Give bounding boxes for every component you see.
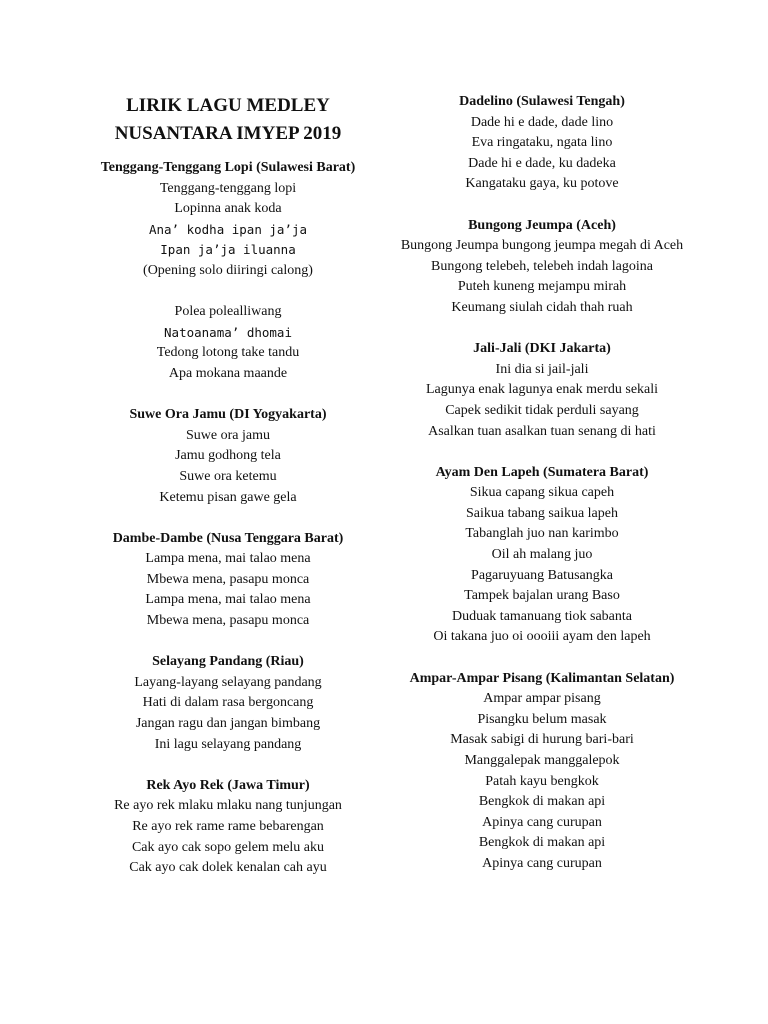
song-section [96, 529, 360, 632]
lyric-line: Ipan ja’ja iluanna [160, 242, 296, 258]
lyric-line: Tenggang-tenggang lopi [159, 180, 297, 196]
lyric-line: Re ayo rek rame rame bebarengan [132, 819, 324, 834]
lyric-line: Polea polealliwang [174, 304, 282, 320]
song-section [400, 339, 684, 442]
lyric-line: Ini lagu selayang pandang [154, 736, 302, 752]
song-section [400, 463, 684, 648]
lyric-line: Sikua capang sikua capeh [469, 485, 615, 501]
lyric-line: Tabanglah juo nan karimbo [465, 526, 619, 542]
lyric-line: Ana’ kodha ipan ja’ja [148, 221, 308, 237]
lyric-line: Kangataku gaya, ku potove [465, 176, 619, 192]
document-title [96, 92, 360, 148]
lyric-line: Manggalepak manggalepok [464, 753, 620, 768]
lyric-line: Masak sabigi di hurung bari-bari [450, 732, 634, 748]
title-line-2: NUSANTARA IMYEP 2019 [114, 123, 342, 144]
lyric-line: Mbewa mena, pasapu monca [146, 571, 310, 587]
lyric-line: Dade hi e dade, ku dadeka [468, 155, 616, 171]
song-title: Rek Ayo Rek (Jawa Timur) [146, 777, 310, 793]
song-title: Ayam Den Lapeh (Sumatera Barat) [435, 464, 649, 480]
lyric-line: Bungong telebeh, telebeh indah lagoina [431, 258, 653, 274]
lyric-line: Puteh kuneng mejampu mirah [457, 279, 627, 295]
lyric-line: Asalkan tuan asalkan tuan senang di hati [428, 423, 656, 439]
lyric-line: Saikua tabang saikua lapeh [465, 505, 618, 521]
stanza-gap [96, 282, 360, 303]
lyric-line: Dade hi e dade, dade lino [470, 114, 614, 130]
lyric-line: Capek sedikit tidak perduli sayang [445, 402, 639, 418]
lyric-line: Jamu godhong tela [175, 448, 281, 464]
lyric-line: Natoanama’ dhomai [164, 324, 292, 340]
lyric-line: Ini dia si jail-jali [495, 361, 589, 377]
lyric-line: (Opening solo diiringi calong) [143, 262, 313, 278]
song-section [96, 652, 360, 755]
lyric-line: Ampar ampar pisang [483, 691, 601, 707]
song-section [400, 669, 684, 875]
song-section [96, 405, 360, 508]
lyric-line: Pisangku belum masak [477, 711, 607, 727]
lyric-line: Lopinna anak koda [174, 201, 282, 217]
lyric-line: Bungong Jeumpa bungong jeumpa megah di Aceh [400, 238, 684, 254]
song-title: Selayang Pandang (Riau) [152, 654, 304, 670]
lyric-line: Ketemu pisan gawe gela [159, 489, 297, 505]
lyric-line: Oil ah malang juo [491, 547, 593, 563]
title-line-1: LIRIK LAGU MEDLEY [126, 95, 330, 116]
lyric-line: Keumang siulah cidah thah ruah [451, 299, 633, 315]
right-column [400, 92, 684, 895]
lyric-line: Apinya cang curupan [482, 855, 602, 871]
song-section [400, 216, 684, 319]
song-title: Tenggang-Tenggang Lopi (Sulawesi Barat) [100, 160, 356, 175]
lyric-line: Patah kayu bengkok [485, 773, 599, 789]
lyric-line: Suwe ora ketemu [179, 468, 277, 484]
lyric-line: Bengkok di makan api [478, 794, 606, 810]
lyric-line: Cak ayo cak dolek kenalan cah ayu [129, 860, 327, 876]
lyric-line: Lampa mena, mai talao mena [145, 551, 311, 567]
song-title: Ampar-Ampar Pisang (Kalimantan Selatan) [409, 670, 675, 686]
lyric-line: Bengkok di makan api [478, 835, 606, 851]
lyric-line: Hati di dalam rasa bergoncang [142, 695, 314, 711]
song-section [400, 92, 684, 195]
song-title: Suwe Ora Jamu (DI Yogyakarta) [129, 407, 327, 423]
lyric-line: Layang-layang selayang pandang [134, 674, 322, 690]
lyric-line: Duduak tamanuang tiok sabanta [451, 608, 632, 624]
lyric-line: Cak ayo cak sopo gelem melu aku [131, 839, 325, 855]
song-section [96, 776, 360, 879]
song-section [96, 158, 360, 385]
lyric-line: Apa mokana maande [168, 365, 288, 381]
lyric-line: Pagaruyuang Batusangka [471, 567, 613, 583]
lyric-line: Apinya cang curupan [482, 814, 602, 830]
song-title: Dambe-Dambe (Nusa Tenggara Barat) [112, 530, 344, 546]
lyric-line: Lagunya enak lagunya enak merdu sekali [425, 382, 659, 398]
lyric-line: Suwe ora jamu [186, 427, 270, 443]
song-title: Dadelino (Sulawesi Tengah) [459, 94, 625, 109]
lyric-line: Tedong lotong take tandu [156, 345, 300, 361]
song-title: Bungong Jeumpa (Aceh) [468, 217, 616, 233]
lyric-line: Oi takana juo oi oooiii ayam den lapeh [433, 629, 651, 645]
lyric-line: Eva ringataku, ngata lino [471, 135, 613, 151]
lyric-line: Jangan ragu dan jangan bimbang [135, 716, 321, 732]
lyric-line: Tampek bajalan urang Baso [464, 588, 620, 604]
lyric-line: Lampa mena, mai talao mena [145, 592, 311, 608]
lyric-line: Mbewa mena, pasapu monca [146, 613, 310, 629]
lyric-line: Re ayo rek mlaku mlaku nang tunjungan [114, 798, 342, 814]
left-column [96, 92, 360, 899]
song-title: Jali-Jali (DKI Jakarta) [473, 341, 611, 357]
